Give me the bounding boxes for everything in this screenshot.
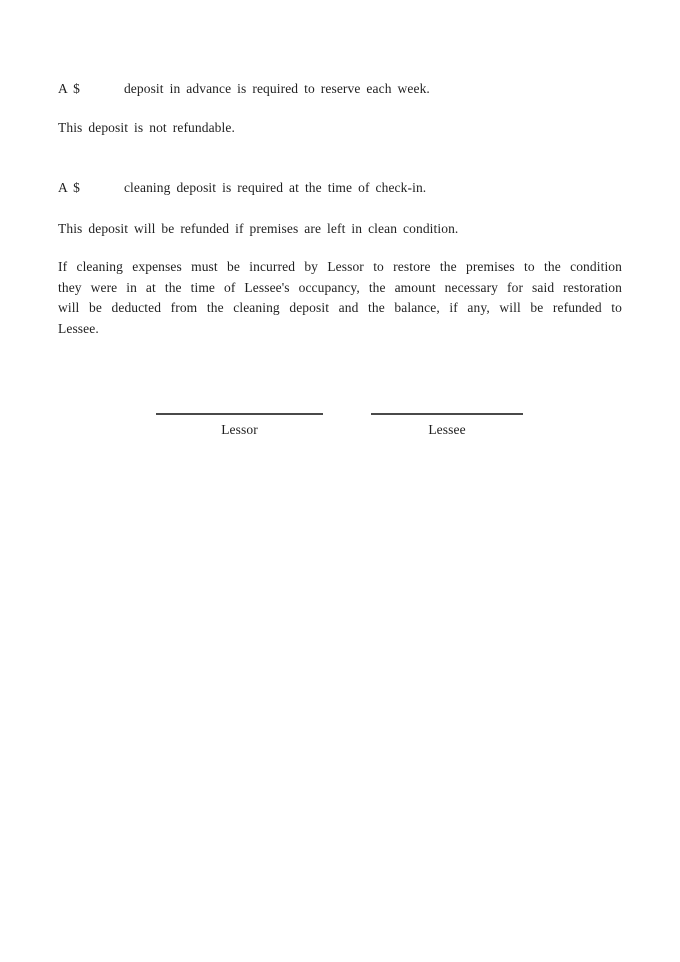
deposit-amount-blank bbox=[80, 92, 124, 93]
lessor-signature-label: Lessor bbox=[221, 422, 258, 437]
deposit-note-line bbox=[58, 121, 235, 135]
cleaning-clause-line bbox=[58, 181, 426, 195]
cleaning-currency-prefix: A $ bbox=[58, 180, 80, 195]
restoration-paragraph bbox=[58, 257, 622, 339]
cleaning-amount-blank bbox=[80, 191, 124, 192]
cleaning-note-text: This deposit will be refunded if premises are left in clean condition. bbox=[58, 221, 459, 236]
lessee-signature-line bbox=[371, 399, 523, 415]
cleaning-note-line bbox=[58, 222, 458, 236]
deposit-note-text: This deposit is not refundable. bbox=[58, 120, 235, 135]
lessor-signature-block bbox=[156, 399, 323, 437]
paragraph-line: If cleaning expenses must be incurred by Lessor to restore the premises to the condition bbox=[58, 259, 622, 274]
deposit-currency-prefix: A $ bbox=[58, 81, 80, 96]
deposit-clause-text: deposit in advance is required to reserve each week. bbox=[123, 81, 430, 96]
paragraph-line: Lessee. bbox=[58, 320, 99, 336]
paragraph-line: they were in at the time of Lessee's occupancy, the amount necessary for said restoration bbox=[58, 279, 622, 295]
lessee-signature-block bbox=[371, 399, 523, 437]
deposit-clause-line bbox=[58, 82, 430, 96]
lessor-signature-line bbox=[156, 399, 323, 415]
lessee-signature-label: Lessee bbox=[428, 422, 466, 437]
cleaning-clause-text: cleaning deposit is required at the time of check-in. bbox=[123, 180, 427, 195]
paragraph-line: will be deducted from the cleaning deposit and the balance, if any, will be refunded to bbox=[58, 300, 622, 316]
